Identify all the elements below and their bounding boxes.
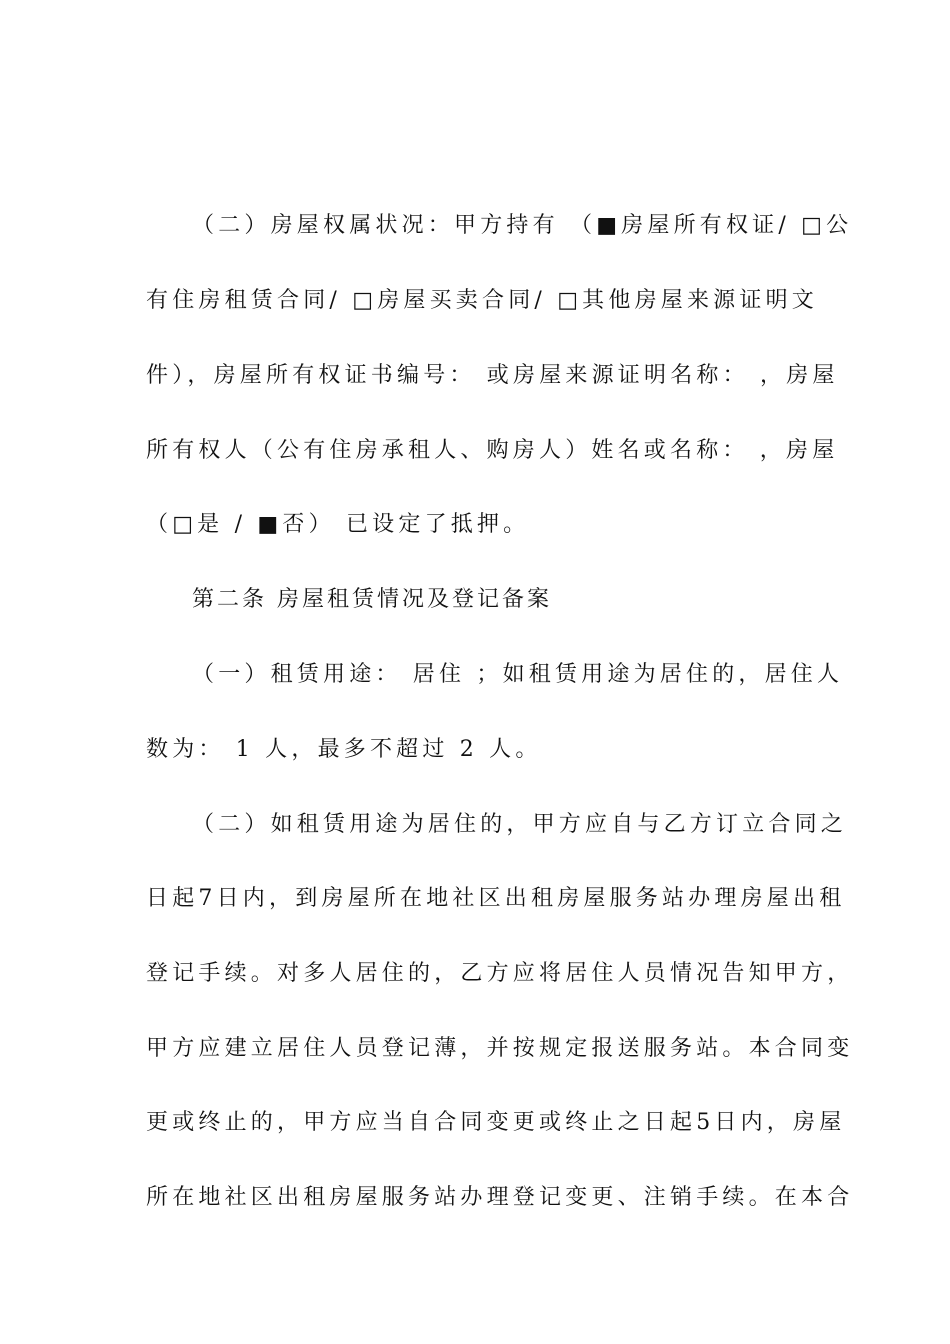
paragraph-line-6: （一）租赁用途： 居住 ；如租赁用途为居住的，居住人 bbox=[192, 662, 844, 687]
paragraph-line-10: 登记手续。对多人居住的，乙方应将居住人员情况告知甲方， bbox=[146, 961, 854, 986]
paragraph-line-7: 数为： 1 人，最多不超过 2 人。 bbox=[146, 737, 542, 762]
paragraph-line-3: 件），房屋所有权证书编号： 或房屋来源证明名称： ，房屋 bbox=[146, 363, 839, 388]
paragraph-line-9: 日起7日内，到房屋所在地社区出租房屋服务站办理房屋出租 bbox=[146, 886, 846, 911]
paragraph-line-8: （二）如租赁用途为居住的，甲方应自与乙方订立合同之 bbox=[192, 812, 848, 837]
paragraph-line-13: 所在地社区出租房屋服务站办理登记变更、注销手续。在本合 bbox=[146, 1185, 854, 1210]
paragraph-line-2: 有住房租赁合同/ □房屋买卖合同/ □其他房屋来源证明文 bbox=[146, 288, 818, 313]
paragraph-line-5: （□是 / ■否） 已设定了抵押。 bbox=[146, 512, 530, 537]
paragraph-line-4: 所有权人（公有住房承租人、购房人）姓名或名称： ，房屋 bbox=[146, 438, 839, 463]
section-heading: 第二条 房屋租赁情况及登记备案 bbox=[192, 587, 552, 612]
paragraph-line-1: （二）房屋权属状况：甲方持有 （■房屋所有权证/ □公 bbox=[192, 213, 853, 238]
paragraph-line-12: 更或终止的，甲方应当自合同变更或终止之日起5日内，房屋 bbox=[146, 1110, 846, 1135]
paragraph-line-11: 甲方应建立居住人员登记薄，并按规定报送服务站。本合同变 bbox=[146, 1036, 854, 1061]
